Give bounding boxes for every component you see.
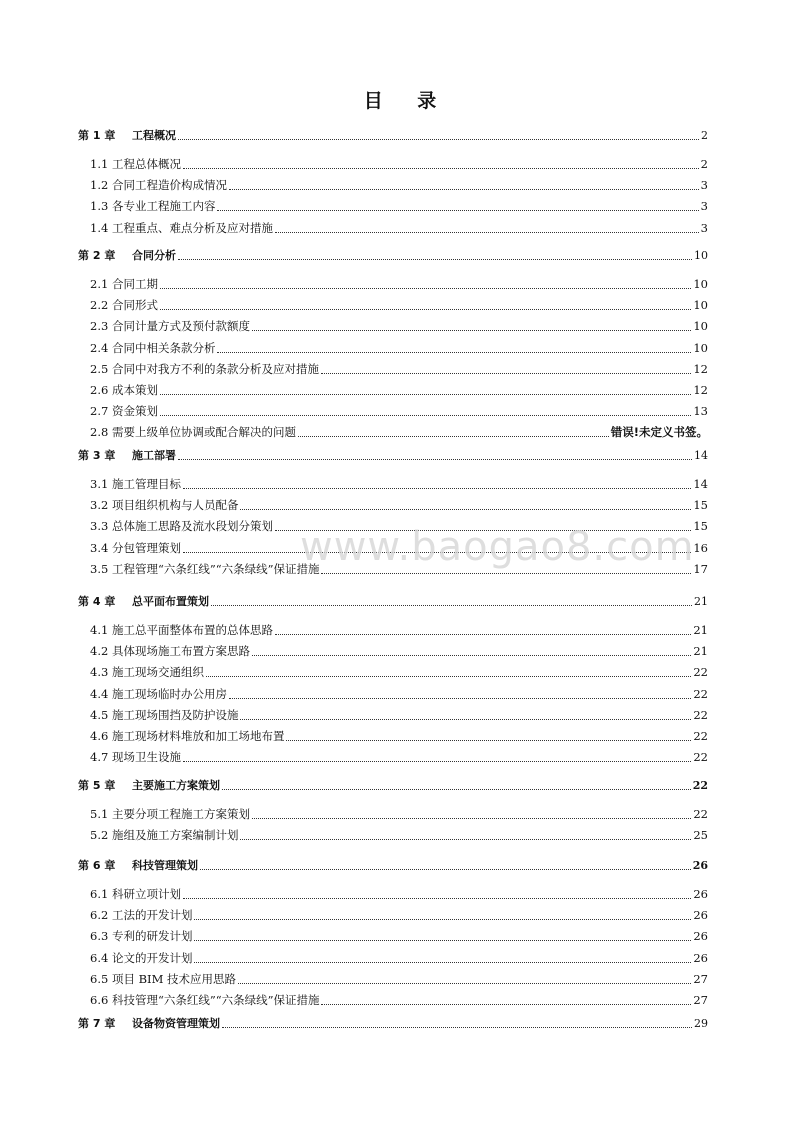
section-label: 6.3 专利的研发计划 — [90, 929, 193, 944]
section-label: 2.4 合同中相关条款分析 — [90, 340, 216, 355]
page-number: 14 — [694, 449, 708, 462]
page-number: 3 — [700, 178, 708, 193]
page-number: 22 — [693, 750, 708, 765]
toc-section-entry[interactable] — [78, 908, 708, 923]
page-number: 27 — [693, 993, 708, 1007]
page-number: 2 — [700, 157, 708, 171]
section-label: 1.1 工程总体概况 — [90, 157, 181, 171]
dot-leader — [217, 210, 698, 211]
page-number: 15 — [693, 519, 708, 534]
page-number: 22 — [693, 665, 708, 680]
page-number: 22 — [693, 807, 708, 821]
toc-chapter-entry[interactable] — [78, 778, 708, 793]
toc-section-entry[interactable] — [78, 828, 708, 843]
dot-leader — [194, 919, 691, 920]
dot-leader — [222, 789, 691, 790]
dot-leader — [321, 573, 691, 574]
dot-leader — [321, 373, 691, 374]
section-label: 5.2 施组及施工方案编制计划 — [90, 828, 239, 843]
section-label: 6.2 工法的开发计划 — [90, 908, 193, 923]
page-number: 17 — [693, 561, 708, 576]
section-label: 1.3 各专业工程施工内容 — [90, 199, 216, 214]
page-number: 21 — [693, 644, 708, 659]
page-number: 22 — [692, 779, 708, 792]
watermark: www.baogao8.com — [300, 524, 695, 570]
dot-leader — [229, 698, 691, 699]
dot-leader — [178, 459, 692, 460]
dot-leader — [160, 288, 691, 289]
toc-section-entry[interactable] — [78, 178, 708, 193]
page-number: 22 — [693, 707, 708, 722]
chapter-number: 第 3 章 — [78, 449, 116, 462]
section-label: 3.2 项目组织机构与人员配备 — [90, 498, 239, 513]
dot-leader — [298, 436, 609, 437]
toc-section-entry[interactable] — [78, 404, 708, 419]
toc-section-entry[interactable] — [78, 298, 708, 313]
page-number: 26 — [692, 859, 708, 872]
dot-leader — [183, 898, 691, 899]
section-label: 3.1 施工管理目标 — [90, 477, 181, 491]
page-number: 27 — [693, 971, 708, 986]
section-label: 2.1 合同工期 — [90, 277, 158, 291]
toc-chapter-entry[interactable] — [78, 594, 708, 609]
page-number: 22 — [693, 729, 708, 743]
dot-leader — [275, 634, 691, 635]
toc-section-entry[interactable] — [78, 157, 708, 172]
dot-leader — [222, 1027, 692, 1028]
page-number: 22 — [693, 686, 708, 701]
dot-leader — [160, 309, 691, 310]
page-number: 15 — [693, 498, 708, 513]
toc-chapter-entry[interactable] — [78, 448, 708, 463]
dot-leader — [229, 189, 699, 190]
toc-section-entry[interactable] — [78, 708, 708, 723]
toc-section-entry[interactable] — [78, 729, 708, 744]
dot-leader — [183, 488, 691, 489]
section-label: 2.8 需要上级单位协调或配合解决的问题 — [90, 425, 296, 440]
dot-leader — [160, 415, 691, 416]
toc-chapter-entry[interactable] — [78, 128, 708, 143]
page-number: 16 — [693, 540, 708, 555]
section-label: 4.1 施工总平面整体布置的总体思路 — [90, 623, 273, 637]
page-number: 10 — [693, 277, 708, 291]
dot-leader — [321, 1004, 691, 1005]
page-number: 10 — [693, 340, 708, 355]
page-number: 12 — [693, 383, 708, 397]
section-label: 4.7 现场卫生设施 — [90, 750, 181, 765]
toc-section-entry[interactable] — [78, 383, 708, 398]
section-label: 1.4 工程重点、难点分析及应对措施 — [90, 220, 273, 235]
toc-section-entry[interactable] — [78, 341, 708, 356]
dot-leader — [252, 330, 691, 331]
section-label: 4.4 施工现场临时办公用房 — [90, 686, 227, 701]
section-label: 1.2 合同工程造价构成情况 — [90, 178, 227, 193]
chapter-number: 第 6 章 — [78, 859, 116, 872]
page-number: 21 — [694, 595, 708, 608]
toc-section-entry[interactable] — [78, 887, 708, 902]
section-label: 3.4 分包管理策划 — [90, 540, 181, 555]
chapter-title: 总平面布置策划 — [132, 595, 209, 608]
toc-section-entry[interactable] — [78, 498, 708, 513]
toc-section-entry[interactable] — [78, 425, 708, 440]
chapter-number: 第 7 章 — [78, 1017, 116, 1030]
dot-leader — [252, 655, 691, 656]
dot-leader — [240, 719, 691, 720]
section-label: 2.3 合同计量方式及预付款额度 — [90, 319, 250, 334]
section-label: 4.2 具体现场施工布置方案思路 — [90, 644, 250, 659]
toc-section-entry[interactable] — [78, 277, 708, 292]
page-number: 21 — [693, 623, 708, 637]
toc-section-entry[interactable] — [78, 750, 708, 765]
section-label: 6.4 论文的开发计划 — [90, 950, 193, 965]
toc-chapter-entry[interactable] — [78, 248, 708, 263]
dot-leader — [200, 869, 691, 870]
chapter-title: 科技管理策划 — [132, 859, 198, 872]
dot-leader — [238, 983, 691, 984]
toc-section-entry[interactable] — [78, 362, 708, 377]
toc-section-entry[interactable] — [78, 807, 708, 822]
section-label: 6.5 项目 BIM 技术应用思路 — [90, 971, 237, 986]
toc-section-entry[interactable] — [78, 623, 708, 638]
section-label: 4.6 施工现场材料堆放和加工场地布置 — [90, 729, 285, 743]
section-label: 6.1 科研立项计划 — [90, 887, 181, 901]
dot-leader — [252, 818, 691, 819]
dot-leader — [183, 761, 691, 762]
page-number: 12 — [693, 361, 708, 376]
toc-section-entry[interactable] — [78, 644, 708, 659]
toc-section-entry[interactable] — [78, 319, 708, 334]
toc-section-entry[interactable] — [78, 951, 708, 966]
toc-section-entry[interactable] — [78, 993, 708, 1008]
page-number: 26 — [693, 908, 708, 923]
dot-leader — [211, 605, 692, 606]
page-number: 3 — [700, 220, 708, 235]
toc-title: 目 录 — [363, 90, 451, 112]
dot-leader — [217, 352, 691, 353]
toc-section-entry[interactable] — [78, 477, 708, 492]
section-label: 2.5 合同中对我方不利的条款分析及应对措施 — [90, 361, 319, 376]
page-number: 26 — [693, 950, 708, 965]
page-number: 29 — [694, 1017, 708, 1030]
chapter-title: 施工部署 — [132, 449, 176, 462]
dot-leader — [275, 232, 699, 233]
page-number: 10 — [693, 319, 708, 334]
page-number: 14 — [693, 477, 708, 491]
chapter-number: 第 4 章 — [78, 595, 116, 608]
chapter-title: 设备物资管理策划 — [132, 1017, 220, 1030]
page-number: 错误!未定义书签。 — [610, 425, 708, 440]
dot-leader — [286, 740, 691, 741]
page-number: 3 — [700, 199, 708, 214]
section-label: 4.3 施工现场交通组织 — [90, 665, 204, 680]
dot-leader — [240, 839, 691, 840]
dot-leader — [206, 676, 691, 677]
section-label: 2.2 合同形式 — [90, 298, 158, 313]
page-number: 13 — [693, 404, 708, 419]
toc-chapter-entry[interactable] — [78, 858, 708, 873]
dot-leader — [160, 394, 691, 395]
toc-section-entry[interactable] — [78, 972, 708, 987]
section-label: 3.3 总体施工思路及流水段划分策划 — [90, 519, 273, 534]
section-label: 3.5 工程管理“六条红线”“六条绿线”保证措施 — [90, 561, 320, 576]
toc-section-entry[interactable] — [78, 687, 708, 702]
toc-section-entry[interactable] — [78, 221, 708, 236]
chapter-number: 第 1 章 — [78, 129, 116, 142]
chapter-title: 工程概况 — [132, 129, 176, 142]
section-label: 2.7 资金策划 — [90, 404, 158, 419]
section-label: 2.6 成本策划 — [90, 383, 158, 397]
chapter-number: 第 5 章 — [78, 779, 116, 792]
section-label: 5.1 主要分项工程施工方案策划 — [90, 807, 250, 821]
page-number: 26 — [693, 887, 708, 901]
toc-section-entry[interactable] — [78, 665, 708, 680]
dot-leader — [178, 259, 692, 260]
dot-leader — [194, 962, 691, 963]
page-number: 10 — [693, 298, 708, 313]
page-number: 26 — [693, 929, 708, 944]
page-number: 10 — [694, 249, 708, 262]
section-label: 6.6 科技管理“六条红线”“六条绿线”保证措施 — [90, 993, 320, 1007]
toc-section-entry[interactable] — [78, 929, 708, 944]
toc-section-entry[interactable] — [78, 199, 708, 214]
page-number: 25 — [693, 828, 708, 843]
page-number: 2 — [701, 129, 708, 142]
toc-chapter-entry[interactable] — [78, 1016, 708, 1031]
dot-leader — [183, 168, 699, 169]
dot-leader — [194, 940, 691, 941]
dot-leader — [178, 139, 699, 140]
dot-leader — [240, 509, 691, 510]
chapter-title: 合同分析 — [132, 249, 176, 262]
section-label: 4.5 施工现场围挡及防护设施 — [90, 707, 239, 722]
chapter-number: 第 2 章 — [78, 249, 116, 262]
chapter-title: 主要施工方案策划 — [132, 779, 220, 792]
